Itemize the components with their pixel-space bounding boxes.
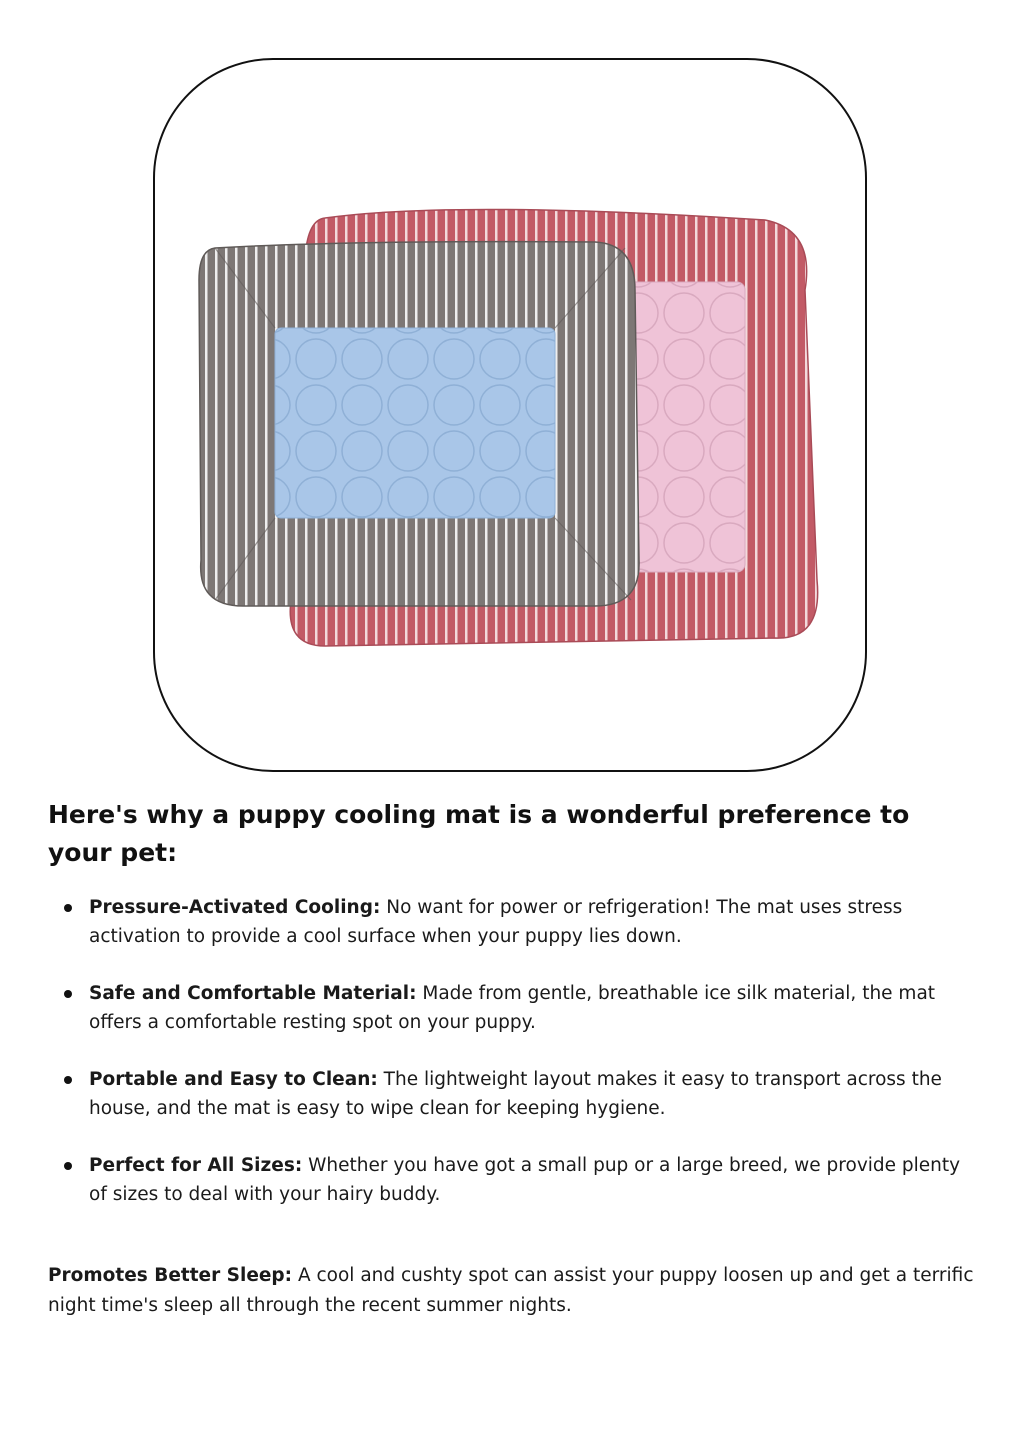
list-item bbox=[48, 979, 978, 1037]
cooling-mat-photo bbox=[155, 60, 867, 772]
benefit-title: Pressure-Activated Cooling: bbox=[89, 897, 381, 918]
bullet-icon bbox=[64, 990, 72, 998]
benefit-text: Made from gentle, breathable ice silk material, the mat offers a comfortable resting spot on your puppy. bbox=[89, 983, 936, 1033]
benefit-title: Safe and Comfortable Material: bbox=[89, 983, 417, 1004]
closing-title: Promotes Better Sleep: bbox=[48, 1265, 293, 1286]
benefits-list bbox=[48, 893, 978, 1237]
bullet-icon bbox=[64, 1162, 72, 1170]
benefit-title: Portable and Easy to Clean: bbox=[89, 1069, 378, 1090]
benefit-text: Whether you have got a small pup or a large breed, we provide plenty of sizes to deal with your hairy buddy. bbox=[89, 1155, 961, 1205]
list-item bbox=[48, 893, 978, 951]
product-image-frame bbox=[153, 58, 867, 772]
page-heading: Here's why a puppy cooling mat is a wonderful preference to your pet: bbox=[48, 800, 910, 867]
benefit-text: No want for power or refrigeration! The mat uses stress activation to provide a cool surface when your puppy lies down. bbox=[89, 897, 903, 947]
closing-paragraph bbox=[48, 1261, 978, 1321]
closing-text: A cool and cushty spot can assist your puppy loosen up and get a terrific night time's sleep all through the recent summer nights. bbox=[48, 1265, 974, 1316]
bullet-icon bbox=[64, 904, 72, 912]
benefit-text: The lightweight layout makes it easy to transport across the house, and the mat is easy to wipe clean for keeping hygiene. bbox=[89, 1069, 942, 1119]
blue-mat bbox=[199, 242, 639, 606]
list-item bbox=[48, 1151, 978, 1209]
list-item bbox=[48, 1065, 978, 1123]
bullet-icon bbox=[64, 1076, 72, 1084]
benefit-title: Perfect for All Sizes: bbox=[89, 1155, 303, 1176]
